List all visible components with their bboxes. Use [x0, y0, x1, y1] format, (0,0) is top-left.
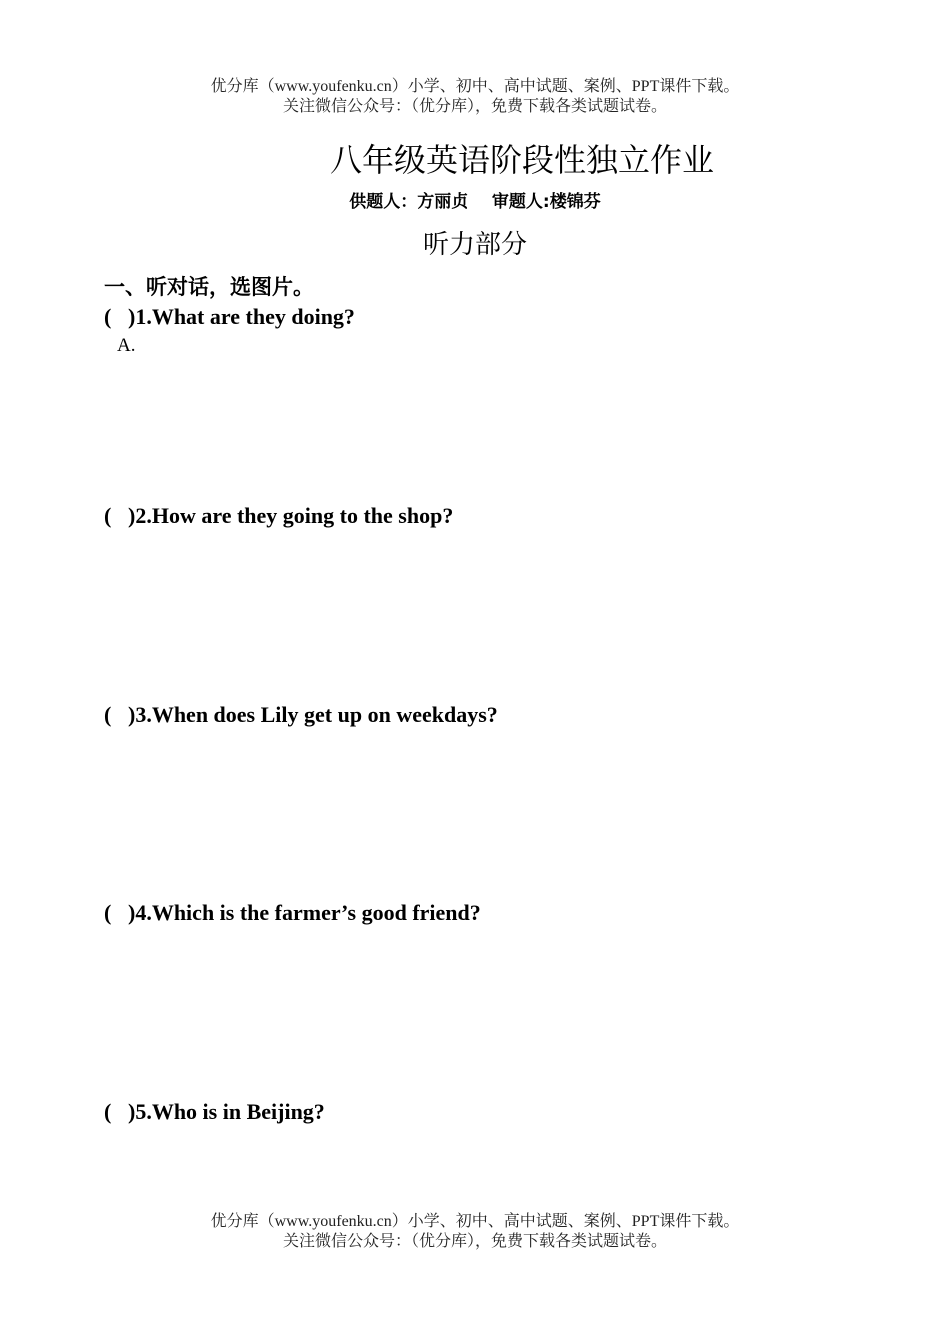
section-title: 听力部分 — [422, 230, 527, 260]
question-2 — [104, 501, 453, 531]
question-text: )1.What are they doing? — [128, 304, 355, 329]
question-text: )3.When does Lily get up on weekdays? — [128, 702, 498, 727]
footer-line-2: 关注微信公众号：（优分库），免费下载各类试题试卷。 — [282, 1233, 667, 1250]
document-title: 八年级英语阶段性独立作业 — [330, 141, 715, 179]
header-line-1: 优分库（www.youfenku.cn）小学、初中、高中试题、案例、PPT课件下载。 — [210, 78, 740, 95]
answer-blank: ( — [104, 1099, 112, 1124]
authors-line: 供题人：方丽贞 审题人:楼锦芬 — [349, 192, 601, 212]
answer-blank: ( — [104, 900, 112, 925]
question-text: )2.How are they going to the shop? — [128, 503, 454, 528]
question-1 — [104, 302, 355, 332]
option-label-a: A. — [117, 335, 136, 356]
question-3 — [104, 700, 498, 730]
question-4 — [104, 898, 481, 928]
question-text: )4.Which is the farmer’s good friend? — [128, 900, 481, 925]
answer-blank: ( — [104, 702, 112, 727]
header-line-2: 关注微信公众号：（优分库），免费下载各类试题试卷。 — [282, 98, 667, 115]
answer-blank: ( — [104, 304, 112, 329]
part-heading: 一、听对话，选图片。 — [104, 275, 314, 299]
answer-blank: ( — [104, 503, 112, 528]
footer-line-1: 优分库（www.youfenku.cn）小学、初中、高中试题、案例、PPT课件下载。 — [210, 1213, 740, 1230]
question-text: )5.Who is in Beijing? — [128, 1099, 325, 1124]
question-5 — [104, 1097, 325, 1127]
